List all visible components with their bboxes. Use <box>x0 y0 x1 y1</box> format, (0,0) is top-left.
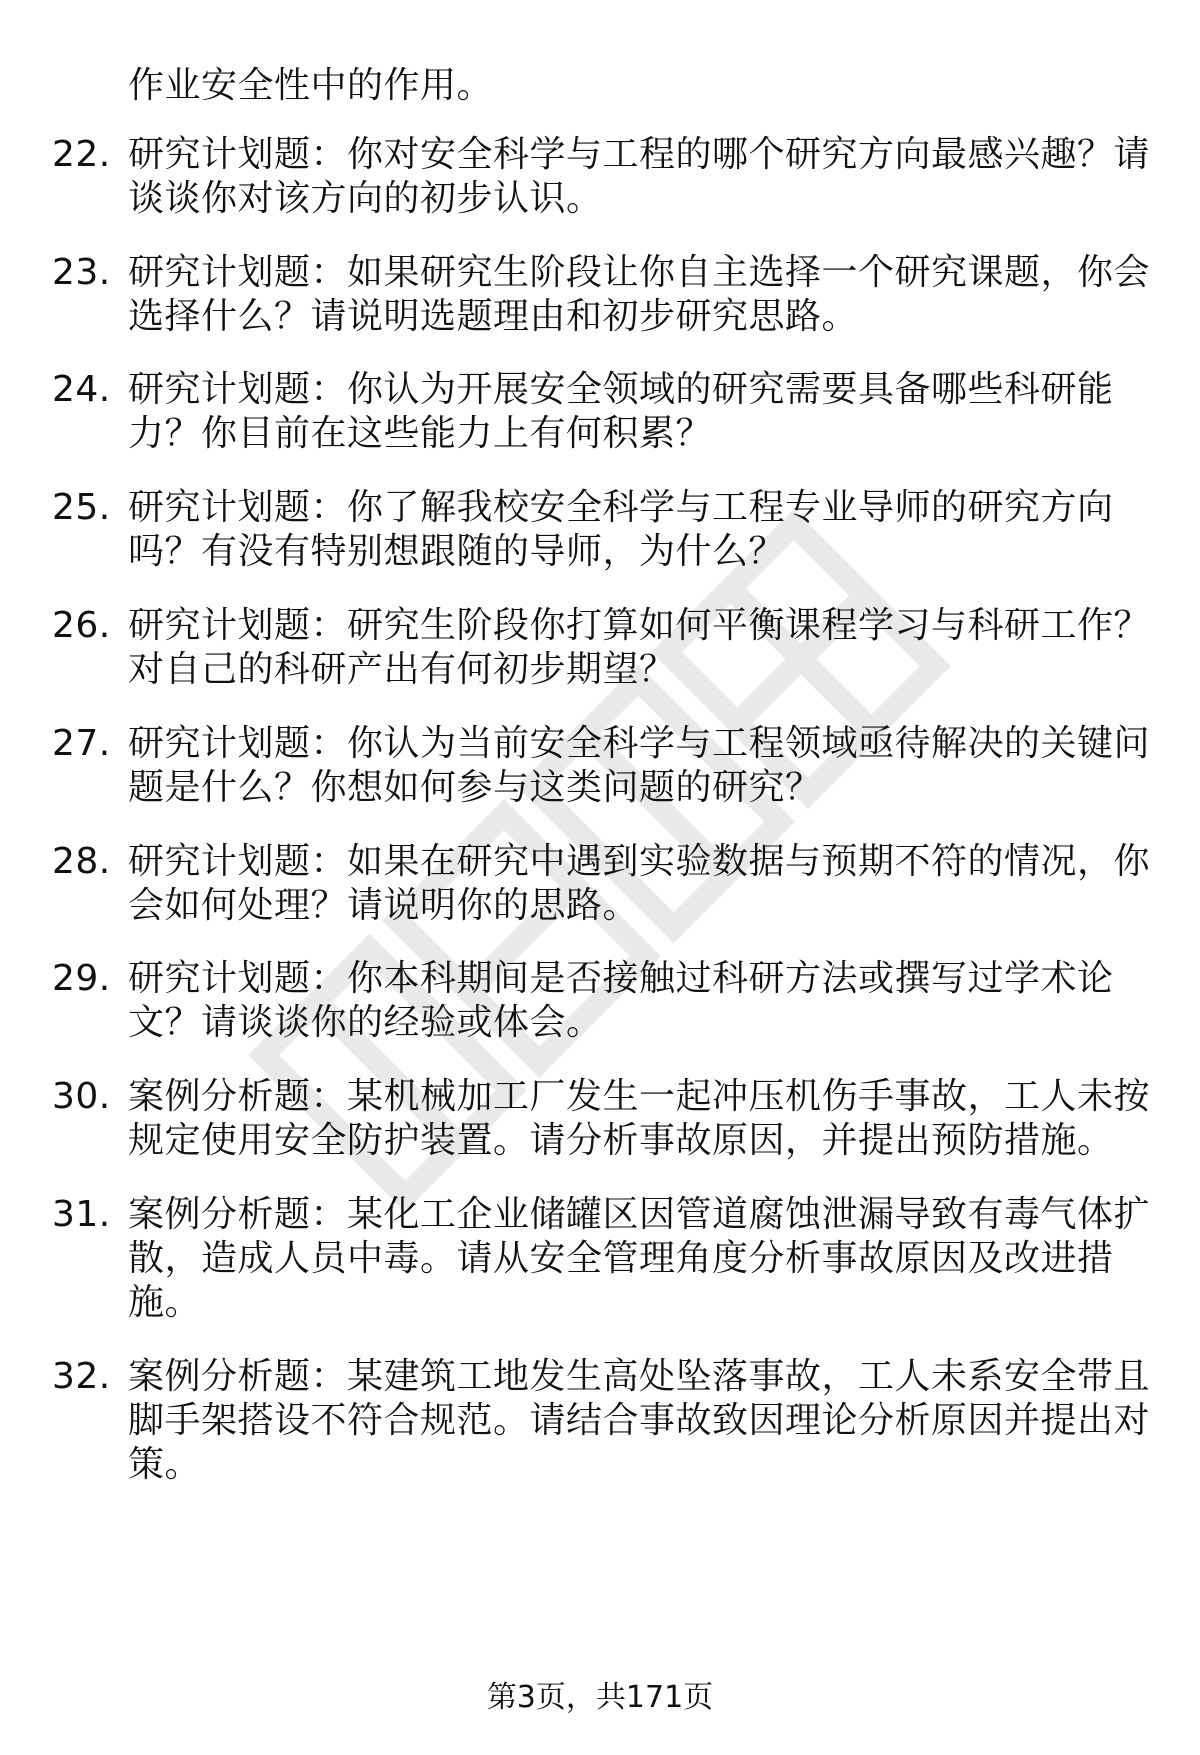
question-text-line: 研究计划题：研究生阶段你打算如何平衡课程学习与科研工作？ <box>128 605 1151 646</box>
question-text-line: 规定使用安全防护装置。请分析事故原因，并提出预防措施。 <box>128 1120 1114 1161</box>
question-number: 23. <box>52 252 111 293</box>
question-text-line: 题是什么？你想如何参与这类问题的研究？ <box>128 767 822 808</box>
question-text-line: 研究计划题：你本科期间是否接触过科研方法或撰写过学术论 <box>128 958 1114 999</box>
question-text-line: 脚手架搭设不符合规范。请结合事故致因理论分析原因并提出对 <box>128 1400 1151 1441</box>
question-number: 24. <box>52 369 111 410</box>
question-number: 25. <box>52 487 111 528</box>
question-number: 31. <box>52 1194 111 1235</box>
question-number: 27. <box>52 723 111 764</box>
question-text-line: 对自己的科研产出有何初步期望？ <box>128 649 676 690</box>
question-text-line: 力？你目前在这些能力上有何积累？ <box>128 413 713 454</box>
question-text-line: 案例分析题：某建筑工地发生高处坠落事故，工人未系安全带且 <box>128 1356 1151 1397</box>
question-text-line: 策。 <box>128 1444 202 1485</box>
question-text-line: 选择什么？请说明选题理由和初步研究思路。 <box>128 296 859 337</box>
question-text-line: 研究计划题：如果研究生阶段让你自主选择一个研究课题，你会 <box>128 252 1151 293</box>
question-text-line: 案例分析题：某机械加工厂发生一起冲压机伤手事故，工人未按 <box>128 1076 1151 1117</box>
question-text-line: 案例分析题：某化工企业储罐区因管道腐蚀泄漏导致有毒气体扩 <box>128 1194 1151 1235</box>
question-text-line: 散，造成人员中毒。请从安全管理角度分析事故原因及改进措 <box>128 1238 1114 1279</box>
question-number: 32. <box>52 1356 111 1397</box>
question-text-line: 研究计划题：你了解我校安全科学与工程专业导师的研究方向 <box>128 487 1114 528</box>
page-footer: 第3页，共171页 <box>486 1680 714 1715</box>
question-number: 26. <box>52 605 111 646</box>
question-number: 22. <box>52 134 111 175</box>
question-number: 29. <box>52 958 111 999</box>
question-number: 28. <box>52 841 111 882</box>
question-text-line: 会如何处理？请说明你的思路。 <box>128 885 640 926</box>
question-text-line: 施。 <box>128 1282 202 1323</box>
question-text-line: 谈谈你对该方向的初步认识。 <box>128 178 603 219</box>
question-text-line: 研究计划题：你认为当前安全科学与工程领域亟待解决的关键问 <box>128 723 1151 764</box>
question-number: 30. <box>52 1076 111 1117</box>
question-text-line: 文？请谈谈你的经验或体会。 <box>128 1002 603 1043</box>
question-text-line: 吗？有没有特别想跟随的导师，为什么？ <box>128 531 786 572</box>
question-text-line: 研究计划题：你对安全科学与工程的哪个研究方向最感兴趣？请 <box>128 134 1151 175</box>
question-text-line: 研究计划题：如果在研究中遇到实验数据与预期不符的情况，你 <box>128 841 1151 882</box>
continuation-text: 作业安全性中的作用。 <box>128 65 494 106</box>
question-text-line: 研究计划题：你认为开展安全领域的研究需要具备哪些科研能 <box>128 369 1114 410</box>
